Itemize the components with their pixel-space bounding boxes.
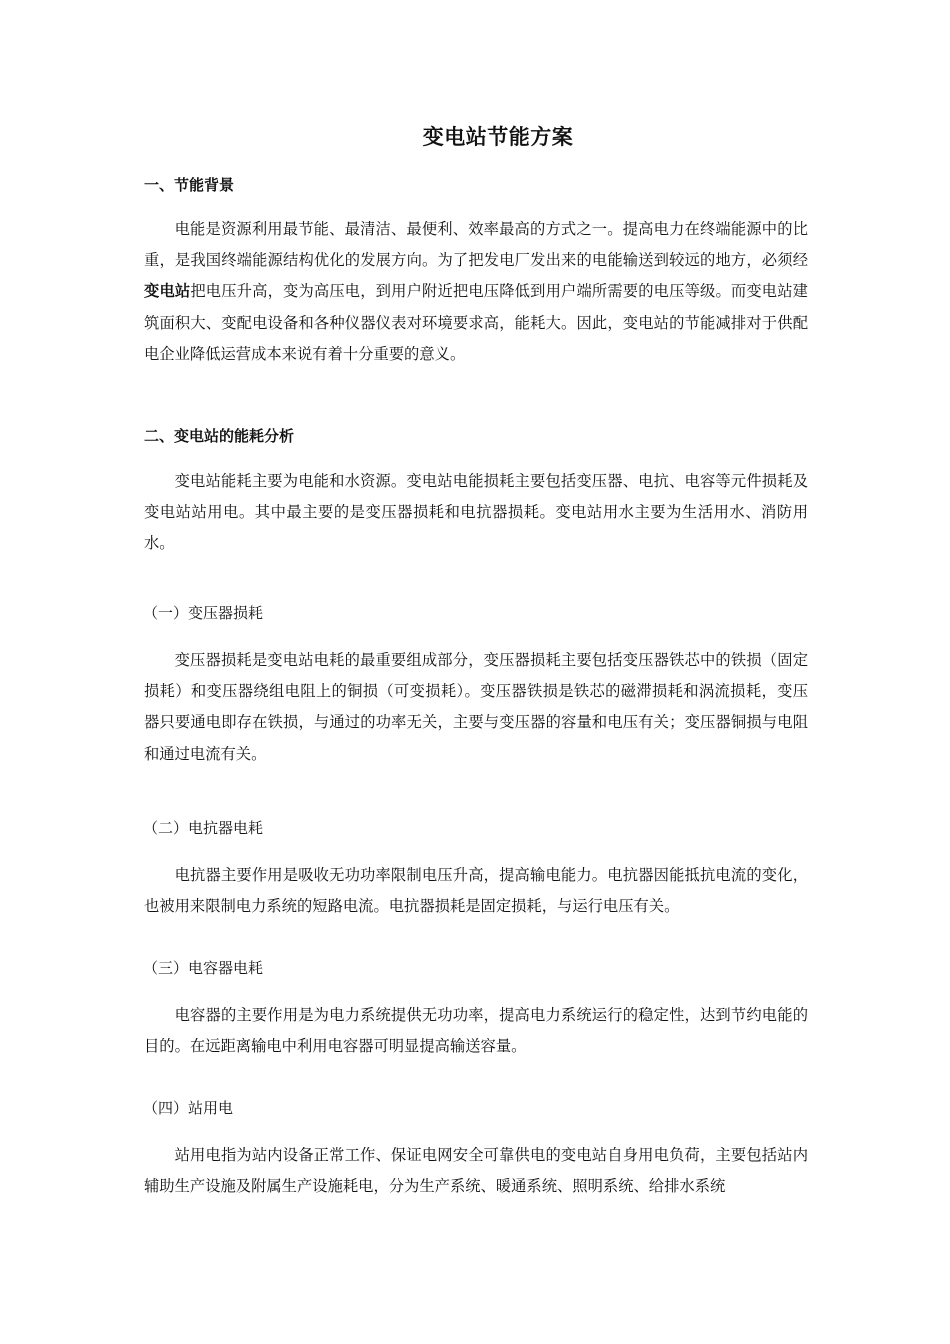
subsection-heading-station-power: （四）站用电 (143, 1099, 234, 1117)
paragraph-energy-analysis: 变电站能耗主要为电能和水资源。变电站电能损耗主要包括变压器、电抗、电容等元件损耗及变电站站用电。其中最主要的是变压器损耗和电抗器损耗。变电站用水主要为生活用水、消防用水。 (144, 472, 808, 553)
paragraph-background (144, 214, 808, 370)
section-heading-background: 一、节能背景 (144, 176, 235, 194)
paragraph-transformer-loss: 变压器损耗是变电站电耗的最重要组成部分，变压器损耗主要包括变压器铁芯中的铁损（固定损耗）和变压器绕组电阻上的铜损（可变损耗）。变压器铁损是铁芯的磁滞损耗和涡流损耗，变压器只要通电即存在铁损，与通过的功率无关，主要与变压器的容量和电压有关；变压器铜损与电阻和通过电流有关。 (144, 651, 808, 763)
paragraph-background-part1: 电能是资源利用最节能、最清洁、最便利、效率最高的方式之一。提高电力在终端能源中的比重，是我国终端能源结构优化的发展方向。为了把发电厂发出来的电能输送到较远的地方，必须经 (144, 220, 808, 270)
subsection-heading-reactor-loss: （二）电抗器电耗 (143, 819, 264, 837)
document-title: 变电站节能方案 (422, 125, 574, 149)
subsection-heading-transformer-loss: （一）变压器损耗 (143, 604, 264, 622)
subsection-heading-capacitor-loss: （三）电容器电耗 (143, 959, 264, 977)
paragraph-capacitor-loss: 电容器的主要作用是为电力系统提供无功功率，提高电力系统运行的稳定性，达到节约电能的目的。在远距离输电中利用电容器可明显提高输送容量。 (144, 1006, 808, 1056)
keyword-substation: 变电站 (144, 282, 191, 301)
paragraph-station-power: 站用电指为站内设备正常工作、保证电网安全可靠供电的变电站自身用电负荷，主要包括站内辅助生产设施及附属生产设施耗电，分为生产系统、暖通系统、照明系统、给排水系统 (144, 1146, 808, 1196)
section-heading-energy-analysis: 二、变电站的能耗分析 (144, 427, 295, 445)
paragraph-reactor-loss: 电抗器主要作用是吸收无功功率限制电压升高，提高输电能力。电抗器因能抵抗电流的变化，也被用来限制电力系统的短路电流。电抗器损耗是固定损耗，与运行电压有关。 (144, 866, 808, 916)
paragraph-background-part2: 把电压升高，变为高压电，到用户附近把电压降低到用户端所需要的电压等级。而变电站建筑面积大、变配电设备和各种仪器仪表对环境要求高，能耗大。因此，变电站的节能减排对于供配电企业降低运营成本来说有着十分重要的意义。 (144, 282, 808, 363)
